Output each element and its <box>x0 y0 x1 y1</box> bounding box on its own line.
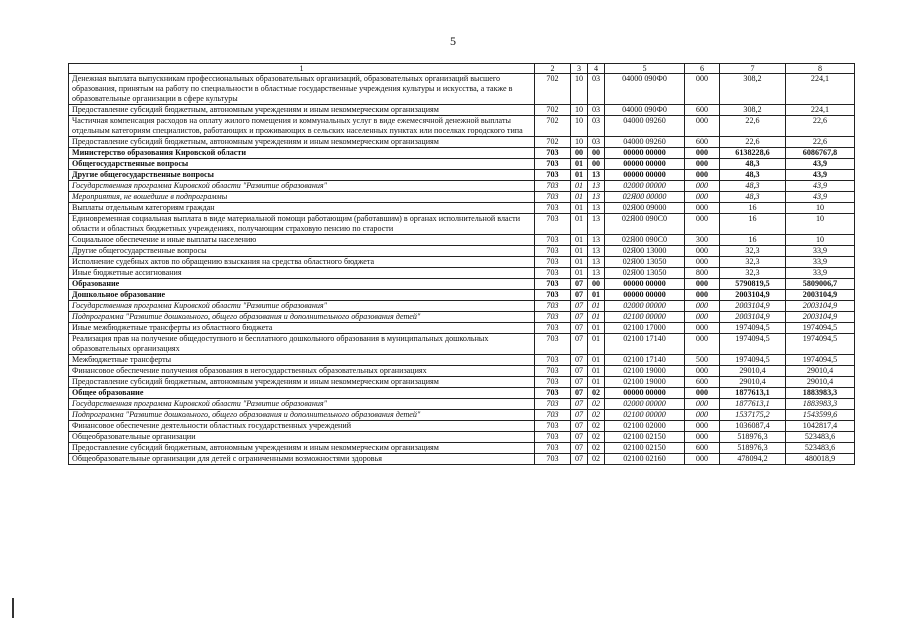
row-amount-year2-cell: 43,9 <box>786 159 855 170</box>
row-ministry-code-cell: 703 <box>535 388 571 399</box>
row-expense-type-cell: 800 <box>685 268 720 279</box>
row-section-cell: 07 <box>571 279 588 290</box>
row-amount-year1-cell: 1036087,4 <box>720 421 786 432</box>
table-row <box>69 334 855 355</box>
row-target-article-cell: 02Я00 13000 <box>605 246 685 257</box>
row-amount-year2-cell: 1883983,3 <box>786 388 855 399</box>
row-amount-year2-cell: 480018,9 <box>786 454 855 465</box>
row-ministry-code-cell: 703 <box>535 454 571 465</box>
row-amount-year2-cell: 29010,4 <box>786 366 855 377</box>
row-amount-year2-cell: 6086767,8 <box>786 148 855 159</box>
row-section-cell: 07 <box>571 399 588 410</box>
row-ministry-code-cell: 703 <box>535 257 571 268</box>
row-subsection-cell: 01 <box>588 355 605 366</box>
row-expense-type-cell: 000 <box>685 170 720 181</box>
row-expense-type-cell: 000 <box>685 388 720 399</box>
row-name-cell: Другие общегосударственные вопросы <box>69 170 535 181</box>
row-section-cell: 07 <box>571 421 588 432</box>
row-subsection-cell: 01 <box>588 377 605 388</box>
table-row <box>69 203 855 214</box>
row-subsection-cell: 03 <box>588 74 605 105</box>
row-expense-type-cell: 000 <box>685 279 720 290</box>
table-row <box>69 148 855 159</box>
row-section-cell: 07 <box>571 388 588 399</box>
table-row <box>69 159 855 170</box>
row-section-cell: 07 <box>571 312 588 323</box>
table-row <box>69 377 855 388</box>
table-row <box>69 421 855 432</box>
row-section-cell: 07 <box>571 290 588 301</box>
row-amount-year2-cell: 523483,6 <box>786 443 855 454</box>
row-section-cell: 01 <box>571 214 588 235</box>
row-name-cell: Финансовое обеспечение деятельности областных государственных учреждений <box>69 421 535 432</box>
row-amount-year1-cell: 22,6 <box>720 116 786 137</box>
row-expense-type-cell: 000 <box>685 432 720 443</box>
row-ministry-code-cell: 703 <box>535 159 571 170</box>
row-subsection-cell: 00 <box>588 279 605 290</box>
row-target-article-cell: 04000 09260 <box>605 137 685 148</box>
row-ministry-code-cell: 702 <box>535 116 571 137</box>
row-expense-type-cell: 000 <box>685 454 720 465</box>
header-cell: 8 <box>786 64 855 74</box>
row-subsection-cell: 02 <box>588 443 605 454</box>
row-section-cell: 07 <box>571 432 588 443</box>
row-amount-year2-cell: 2003104,9 <box>786 290 855 301</box>
row-target-article-cell: 02000 00000 <box>605 181 685 192</box>
table-row <box>69 312 855 323</box>
row-section-cell: 07 <box>571 301 588 312</box>
row-target-article-cell: 02100 17140 <box>605 355 685 366</box>
row-ministry-code-cell: 703 <box>535 268 571 279</box>
row-expense-type-cell: 000 <box>685 74 720 105</box>
row-amount-year1-cell: 6138228,6 <box>720 148 786 159</box>
row-expense-type-cell: 000 <box>685 301 720 312</box>
table-row <box>69 214 855 235</box>
row-amount-year2-cell: 224,1 <box>786 74 855 105</box>
table-row <box>69 137 855 148</box>
row-ministry-code-cell: 703 <box>535 443 571 454</box>
row-target-article-cell: 04000 09260 <box>605 116 685 137</box>
row-amount-year1-cell: 1537175,2 <box>720 410 786 421</box>
row-subsection-cell: 13 <box>588 268 605 279</box>
row-subsection-cell: 00 <box>588 148 605 159</box>
row-amount-year1-cell: 518976,3 <box>720 443 786 454</box>
row-amount-year1-cell: 32,3 <box>720 246 786 257</box>
row-amount-year1-cell: 478094,2 <box>720 454 786 465</box>
row-ministry-code-cell: 703 <box>535 246 571 257</box>
row-amount-year1-cell: 32,3 <box>720 268 786 279</box>
row-amount-year2-cell: 33,9 <box>786 246 855 257</box>
row-expense-type-cell: 000 <box>685 246 720 257</box>
row-amount-year2-cell: 33,9 <box>786 257 855 268</box>
table-row <box>69 74 855 105</box>
row-amount-year2-cell: 2003104,9 <box>786 312 855 323</box>
row-amount-year1-cell: 1974094,5 <box>720 334 786 355</box>
row-subsection-cell: 13 <box>588 246 605 257</box>
row-name-cell: Социальное обеспечение и иные выплаты населению <box>69 235 535 246</box>
row-subsection-cell: 13 <box>588 214 605 235</box>
row-section-cell: 01 <box>571 257 588 268</box>
row-subsection-cell: 02 <box>588 454 605 465</box>
row-section-cell: 01 <box>571 268 588 279</box>
row-target-article-cell: 02Я00 090С0 <box>605 214 685 235</box>
row-name-cell: Реализация прав на получение общедоступного и бесплатного дошкольного образования в муниципальных дошкольных образовательных организациях <box>69 334 535 355</box>
row-amount-year2-cell: 43,9 <box>786 181 855 192</box>
row-amount-year2-cell: 1974094,5 <box>786 355 855 366</box>
row-amount-year2-cell: 1974094,5 <box>786 323 855 334</box>
row-amount-year2-cell: 10 <box>786 203 855 214</box>
row-name-cell: Министерство образования Кировской области <box>69 148 535 159</box>
row-expense-type-cell: 000 <box>685 323 720 334</box>
row-subsection-cell: 03 <box>588 105 605 116</box>
row-section-cell: 10 <box>571 137 588 148</box>
row-section-cell: 07 <box>571 355 588 366</box>
row-target-article-cell: 02100 02150 <box>605 443 685 454</box>
row-name-cell: Исполнение судебных актов по обращению взыскания на средства областного бюджета <box>69 257 535 268</box>
row-name-cell: Финансовое обеспечение получения образования в негосударственных образовательных организациях <box>69 366 535 377</box>
row-amount-year2-cell: 43,9 <box>786 192 855 203</box>
header-cell: 3 <box>571 64 588 74</box>
row-name-cell: Государственная программа Кировской области "Развитие образования" <box>69 181 535 192</box>
row-section-cell: 10 <box>571 74 588 105</box>
row-subsection-cell: 01 <box>588 301 605 312</box>
row-amount-year1-cell: 48,3 <box>720 181 786 192</box>
row-target-article-cell: 02100 19000 <box>605 377 685 388</box>
row-section-cell: 01 <box>571 159 588 170</box>
margin-mark <box>12 598 14 618</box>
row-amount-year1-cell: 48,3 <box>720 170 786 181</box>
row-section-cell: 07 <box>571 443 588 454</box>
row-subsection-cell: 13 <box>588 257 605 268</box>
row-expense-type-cell: 000 <box>685 181 720 192</box>
row-section-cell: 07 <box>571 454 588 465</box>
row-amount-year1-cell: 2003104,9 <box>720 301 786 312</box>
row-section-cell: 00 <box>571 148 588 159</box>
row-amount-year2-cell: 10 <box>786 214 855 235</box>
budget-table <box>68 63 855 465</box>
row-amount-year1-cell: 48,3 <box>720 159 786 170</box>
row-target-article-cell: 00000 00000 <box>605 170 685 181</box>
row-expense-type-cell: 000 <box>685 214 720 235</box>
table-row <box>69 257 855 268</box>
row-target-article-cell: 02100 00000 <box>605 410 685 421</box>
row-amount-year2-cell: 523483,6 <box>786 432 855 443</box>
row-expense-type-cell: 600 <box>685 443 720 454</box>
row-amount-year1-cell: 22,6 <box>720 137 786 148</box>
row-subsection-cell: 01 <box>588 366 605 377</box>
row-amount-year2-cell: 1974094,5 <box>786 334 855 355</box>
row-amount-year2-cell: 5809006,7 <box>786 279 855 290</box>
row-target-article-cell: 02000 00000 <box>605 301 685 312</box>
table-row <box>69 290 855 301</box>
row-name-cell: Межбюджетные трансферты <box>69 355 535 366</box>
row-amount-year2-cell: 2003104,9 <box>786 301 855 312</box>
row-ministry-code-cell: 703 <box>535 323 571 334</box>
row-target-article-cell: 02Я00 13050 <box>605 268 685 279</box>
row-ministry-code-cell: 703 <box>535 170 571 181</box>
row-amount-year1-cell: 5790819,5 <box>720 279 786 290</box>
table-row <box>69 399 855 410</box>
row-section-cell: 01 <box>571 170 588 181</box>
row-expense-type-cell: 600 <box>685 137 720 148</box>
row-ministry-code-cell: 703 <box>535 366 571 377</box>
row-target-article-cell: 02Я00 00000 <box>605 192 685 203</box>
row-amount-year2-cell: 33,9 <box>786 268 855 279</box>
row-name-cell: Государственная программа Кировской области "Развитие образования" <box>69 301 535 312</box>
row-section-cell: 01 <box>571 235 588 246</box>
row-amount-year1-cell: 32,3 <box>720 257 786 268</box>
row-ministry-code-cell: 703 <box>535 148 571 159</box>
row-subsection-cell: 03 <box>588 116 605 137</box>
header-cell: 2 <box>535 64 571 74</box>
table-row <box>69 279 855 290</box>
row-name-cell: Иные бюджетные ассигнования <box>69 268 535 279</box>
table-header-row <box>69 64 855 74</box>
header-cell: 1 <box>69 64 535 74</box>
row-name-cell: Предоставление субсидий бюджетным, автономным учреждениям и иным некоммерческим организациям <box>69 377 535 388</box>
row-name-cell: Иные межбюджетные трансферты из областного бюджета <box>69 323 535 334</box>
row-name-cell: Мероприятия, не вошедшие в подпрограммы <box>69 192 535 203</box>
row-name-cell: Общеобразовательные организации для детей с ограниченными возможностями здоровья <box>69 454 535 465</box>
row-name-cell: Частичная компенсация расходов на оплату жилого помещения и коммунальных услуг в виде ежемесячной денежной выплаты отдельным категориям специалистов, работающих и проживающих в сельских населенных пунктах или поселках городского типа <box>69 116 535 137</box>
row-ministry-code-cell: 703 <box>535 279 571 290</box>
row-amount-year1-cell: 1877613,1 <box>720 399 786 410</box>
row-expense-type-cell: 000 <box>685 290 720 301</box>
header-cell: 4 <box>588 64 605 74</box>
row-amount-year1-cell: 29010,4 <box>720 366 786 377</box>
row-target-article-cell: 00000 00000 <box>605 148 685 159</box>
row-amount-year2-cell: 224,1 <box>786 105 855 116</box>
row-section-cell: 07 <box>571 323 588 334</box>
row-target-article-cell: 02100 02160 <box>605 454 685 465</box>
row-subsection-cell: 00 <box>588 159 605 170</box>
row-name-cell: Денежная выплата выпускникам профессиональных образовательных организаций, образовательных организаций высшего образования, принятым на работу по специальности в областные государственные учреждения культуры и искусства, а также в образовательные организации в сфере культуры <box>69 74 535 105</box>
row-expense-type-cell: 000 <box>685 399 720 410</box>
table-row <box>69 323 855 334</box>
row-target-article-cell: 02Я00 090С0 <box>605 235 685 246</box>
table-row <box>69 170 855 181</box>
row-target-article-cell: 02100 17140 <box>605 334 685 355</box>
row-amount-year1-cell: 16 <box>720 214 786 235</box>
row-subsection-cell: 01 <box>588 290 605 301</box>
row-section-cell: 01 <box>571 181 588 192</box>
row-subsection-cell: 02 <box>588 432 605 443</box>
row-amount-year1-cell: 2003104,9 <box>720 312 786 323</box>
row-subsection-cell: 03 <box>588 137 605 148</box>
row-target-article-cell: 00000 00000 <box>605 388 685 399</box>
row-section-cell: 10 <box>571 105 588 116</box>
row-name-cell: Подпрограмма "Развитие дошкольного, общего образования и дополнительного образования детей" <box>69 312 535 323</box>
table-row <box>69 410 855 421</box>
row-expense-type-cell: 600 <box>685 105 720 116</box>
row-ministry-code-cell: 703 <box>535 377 571 388</box>
row-subsection-cell: 02 <box>588 388 605 399</box>
table-row <box>69 301 855 312</box>
row-expense-type-cell: 300 <box>685 235 720 246</box>
row-target-article-cell: 02000 00000 <box>605 399 685 410</box>
row-expense-type-cell: 000 <box>685 334 720 355</box>
row-amount-year1-cell: 308,2 <box>720 105 786 116</box>
table-row <box>69 355 855 366</box>
row-expense-type-cell: 000 <box>685 116 720 137</box>
row-name-cell: Единовременная социальная выплата в виде материальной помощи работающим (работавшим) в органах исполнительной власти области и областных бюджетных учреждениях, получающим страховую пенсию по старости <box>69 214 535 235</box>
row-expense-type-cell: 000 <box>685 192 720 203</box>
row-amount-year2-cell: 1042817,4 <box>786 421 855 432</box>
row-subsection-cell: 01 <box>588 334 605 355</box>
row-expense-type-cell: 500 <box>685 355 720 366</box>
row-expense-type-cell: 000 <box>685 257 720 268</box>
row-expense-type-cell: 000 <box>685 410 720 421</box>
row-subsection-cell: 13 <box>588 203 605 214</box>
row-amount-year1-cell: 2003104,9 <box>720 290 786 301</box>
row-expense-type-cell: 000 <box>685 159 720 170</box>
row-section-cell: 07 <box>571 377 588 388</box>
row-amount-year2-cell: 22,6 <box>786 137 855 148</box>
row-amount-year1-cell: 29010,4 <box>720 377 786 388</box>
row-target-article-cell: 00000 00000 <box>605 159 685 170</box>
row-amount-year2-cell: 22,6 <box>786 116 855 137</box>
row-section-cell: 10 <box>571 116 588 137</box>
row-name-cell: Государственная программа Кировской области "Развитие образования" <box>69 399 535 410</box>
table-row <box>69 116 855 137</box>
row-section-cell: 01 <box>571 192 588 203</box>
row-ministry-code-cell: 702 <box>535 105 571 116</box>
row-subsection-cell: 13 <box>588 181 605 192</box>
row-amount-year2-cell: 1543599,6 <box>786 410 855 421</box>
row-subsection-cell: 13 <box>588 235 605 246</box>
table-row <box>69 388 855 399</box>
row-subsection-cell: 01 <box>588 312 605 323</box>
row-section-cell: 07 <box>571 410 588 421</box>
row-section-cell: 01 <box>571 246 588 257</box>
row-subsection-cell: 01 <box>588 323 605 334</box>
table-row <box>69 366 855 377</box>
row-ministry-code-cell: 703 <box>535 192 571 203</box>
row-target-article-cell: 00000 00000 <box>605 279 685 290</box>
row-ministry-code-cell: 703 <box>535 312 571 323</box>
row-subsection-cell: 02 <box>588 421 605 432</box>
row-name-cell: Общее образование <box>69 388 535 399</box>
row-name-cell: Другие общегосударственные вопросы <box>69 246 535 257</box>
row-subsection-cell: 02 <box>588 399 605 410</box>
row-section-cell: 07 <box>571 366 588 377</box>
row-target-article-cell: 00000 00000 <box>605 290 685 301</box>
row-ministry-code-cell: 703 <box>535 421 571 432</box>
row-target-article-cell: 02100 02150 <box>605 432 685 443</box>
row-amount-year2-cell: 29010,4 <box>786 377 855 388</box>
row-target-article-cell: 02100 17000 <box>605 323 685 334</box>
row-ministry-code-cell: 703 <box>535 181 571 192</box>
row-name-cell: Предоставление субсидий бюджетным, автономным учреждениям и иным некоммерческим организациям <box>69 105 535 116</box>
row-expense-type-cell: 000 <box>685 148 720 159</box>
row-name-cell: Предоставление субсидий бюджетным, автономным учреждениям и иным некоммерческим организациям <box>69 137 535 148</box>
row-target-article-cell: 02100 00000 <box>605 312 685 323</box>
header-cell: 5 <box>605 64 685 74</box>
row-section-cell: 07 <box>571 334 588 355</box>
row-ministry-code-cell: 703 <box>535 301 571 312</box>
row-name-cell: Выплаты отдельным категориям граждан <box>69 203 535 214</box>
row-section-cell: 01 <box>571 203 588 214</box>
row-amount-year1-cell: 16 <box>720 203 786 214</box>
row-amount-year1-cell: 16 <box>720 235 786 246</box>
row-expense-type-cell: 600 <box>685 377 720 388</box>
row-ministry-code-cell: 703 <box>535 432 571 443</box>
row-ministry-code-cell: 703 <box>535 410 571 421</box>
row-target-article-cell: 04000 090Ф0 <box>605 105 685 116</box>
table-row <box>69 246 855 257</box>
row-name-cell: Подпрограмма "Развитие дошкольного, общего образования и дополнительного образования детей" <box>69 410 535 421</box>
row-target-article-cell: 02Я00 09000 <box>605 203 685 214</box>
row-expense-type-cell: 000 <box>685 366 720 377</box>
row-name-cell: Общегосударственные вопросы <box>69 159 535 170</box>
table-row <box>69 432 855 443</box>
row-ministry-code-cell: 703 <box>535 203 571 214</box>
row-ministry-code-cell: 703 <box>535 235 571 246</box>
table-row <box>69 235 855 246</box>
row-expense-type-cell: 000 <box>685 421 720 432</box>
row-subsection-cell: 13 <box>588 170 605 181</box>
row-expense-type-cell: 000 <box>685 312 720 323</box>
row-amount-year1-cell: 1974094,5 <box>720 323 786 334</box>
row-amount-year2-cell: 10 <box>786 235 855 246</box>
row-expense-type-cell: 000 <box>685 203 720 214</box>
header-cell: 7 <box>720 64 786 74</box>
row-name-cell: Дошкольное образование <box>69 290 535 301</box>
row-amount-year1-cell: 48,3 <box>720 192 786 203</box>
table-row <box>69 192 855 203</box>
row-name-cell: Общеобразовательные организации <box>69 432 535 443</box>
row-target-article-cell: 02100 02000 <box>605 421 685 432</box>
page-number: 5 <box>450 34 456 48</box>
row-ministry-code-cell: 702 <box>535 137 571 148</box>
row-amount-year1-cell: 1877613,1 <box>720 388 786 399</box>
row-amount-year1-cell: 1974094,5 <box>720 355 786 366</box>
row-subsection-cell: 13 <box>588 192 605 203</box>
row-amount-year1-cell: 308,2 <box>720 74 786 105</box>
row-ministry-code-cell: 703 <box>535 334 571 355</box>
table-row <box>69 454 855 465</box>
row-amount-year2-cell: 43,9 <box>786 170 855 181</box>
header-cell: 6 <box>685 64 720 74</box>
table-row <box>69 105 855 116</box>
row-amount-year1-cell: 518976,3 <box>720 432 786 443</box>
row-amount-year2-cell: 1883983,3 <box>786 399 855 410</box>
row-subsection-cell: 02 <box>588 410 605 421</box>
row-name-cell: Предоставление субсидий бюджетным, автономным учреждениям и иным некоммерческим организациям <box>69 443 535 454</box>
row-ministry-code-cell: 702 <box>535 74 571 105</box>
row-target-article-cell: 02Я00 13050 <box>605 257 685 268</box>
row-ministry-code-cell: 703 <box>535 214 571 235</box>
row-target-article-cell: 02100 19000 <box>605 366 685 377</box>
row-ministry-code-cell: 703 <box>535 290 571 301</box>
row-name-cell: Образование <box>69 279 535 290</box>
row-target-article-cell: 04000 090Ф0 <box>605 74 685 105</box>
table-row <box>69 181 855 192</box>
table-row <box>69 443 855 454</box>
row-ministry-code-cell: 703 <box>535 399 571 410</box>
table-row <box>69 268 855 279</box>
row-ministry-code-cell: 703 <box>535 355 571 366</box>
